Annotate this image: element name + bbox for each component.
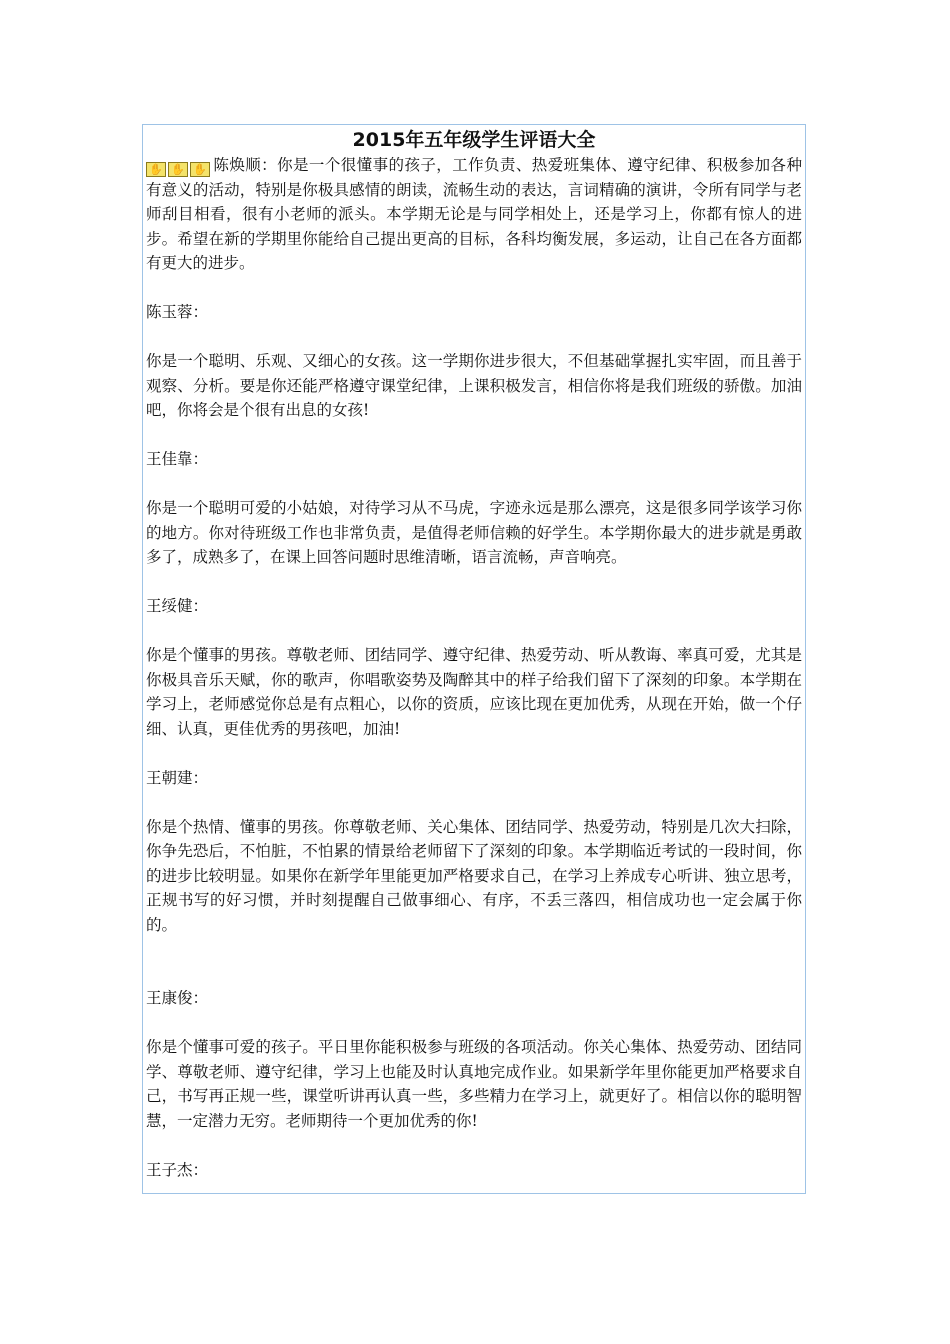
student-name: 王佳靠： — [146, 450, 209, 468]
student-name: 王朝建： — [146, 768, 209, 787]
student-comment: 你是个懂事可爱的孩子。平日里你能积极参与班级的各项活动。你关心集体、热爱劳动、团结同学、尊敬老师、遵守纪律，学习上也能及时认真地完成作业。如果新学年里你能更加严格要求自己，书写再正规一些，课堂听讲再认真一些，多些精力在学习上，就更好了。相信以你的聪明智慧，一定潜力无穷。老师期待一个更加优秀的你! — [146, 1038, 802, 1130]
student-comment: 你是一个很懂事的孩子，工作负责、热爱班集体、遵守纪律、积极参加各种有意义的活动，特别是你极具感情的朗读，流畅生动的表达，言词精确的演讲，令所有同学与老师刮目相看，很有小老师的派头。本学期无论是与同学相处上，还是学习上，你都有惊人的进步。希望在新的学期里你能给自己提出更高的目标，各科均衡发展，多运动，让自己在各方面都有更大的进步。 — [146, 156, 802, 272]
student-name: 王康俊： — [146, 989, 209, 1007]
student-comment: 你是个懂事的男孩。尊敬老师、团结同学、遵守纪律、热爱劳动、听从教诲、率真可爱，尤其是你极具音乐天赋，你的歌声，你唱歌姿势及陶醉其中的样子给我们留下了深刻的印象。本学期在学习上，老师感觉你总是有点粗心，以你的资质，应该比现在更加优秀，从现在开始，做一个仔细、认真，更佳优秀的男孩吧，加油! — [146, 646, 802, 738]
student-name: 陈焕顺： — [213, 156, 278, 174]
student-comment: 你是一个聪明可爱的小姑娘，对待学习从不马虎，字迹永远是那么漂亮，这是很多同学该学习你的地方。你对待班级工作也非常负责，是值得老师信赖的好学生。本学期你最大的进步就是勇敢多了，成熟多了，在课上回答问题时思维清晰，语言流畅，声音响亮。 — [146, 499, 802, 566]
document-content — [143, 153, 805, 1182]
student-comment: 你是个热情、懂事的男孩。你尊敬老师、关心集体、团结同学、热爱劳动，特别是几次大扫除，你争先恐后，不怕脏，不怕累的情景给老师留下了深刻的印象。本学期临近考试的一段时间，你的进步比较明显。如果你在新学年里能更加严格要求自己，在学习上养成专心听讲、独立思考，正规书写的好习惯，并时刻提醒自己做事细心、有序，不丢三落四，相信成功也一定会属于你的。 — [146, 817, 802, 934]
student-comment: 你是一个聪明、乐观、又细心的女孩。这一学期你进步很大，不但基础掌握扎实牢固，而且善于观察、分析。要是你还能严格遵守课堂纪律，上课积极发言，相信你将是我们班级的骄傲。加油吧，你将会是个很有出息的女孩! — [146, 352, 802, 419]
student-name: 王子杰： — [146, 1160, 209, 1179]
entry-paragraph — [146, 153, 802, 276]
handshake-icon: ✋ — [168, 162, 188, 177]
handshake-icon: ✋ — [146, 162, 166, 177]
icon-group — [146, 162, 212, 177]
document-frame — [142, 124, 806, 1194]
handshake-icon: ✋ — [190, 162, 210, 177]
document-title: 2015年五年级学生评语大全 — [352, 129, 596, 151]
student-name: 陈玉蓉： — [146, 303, 209, 321]
student-name: 王绥健： — [146, 597, 209, 615]
